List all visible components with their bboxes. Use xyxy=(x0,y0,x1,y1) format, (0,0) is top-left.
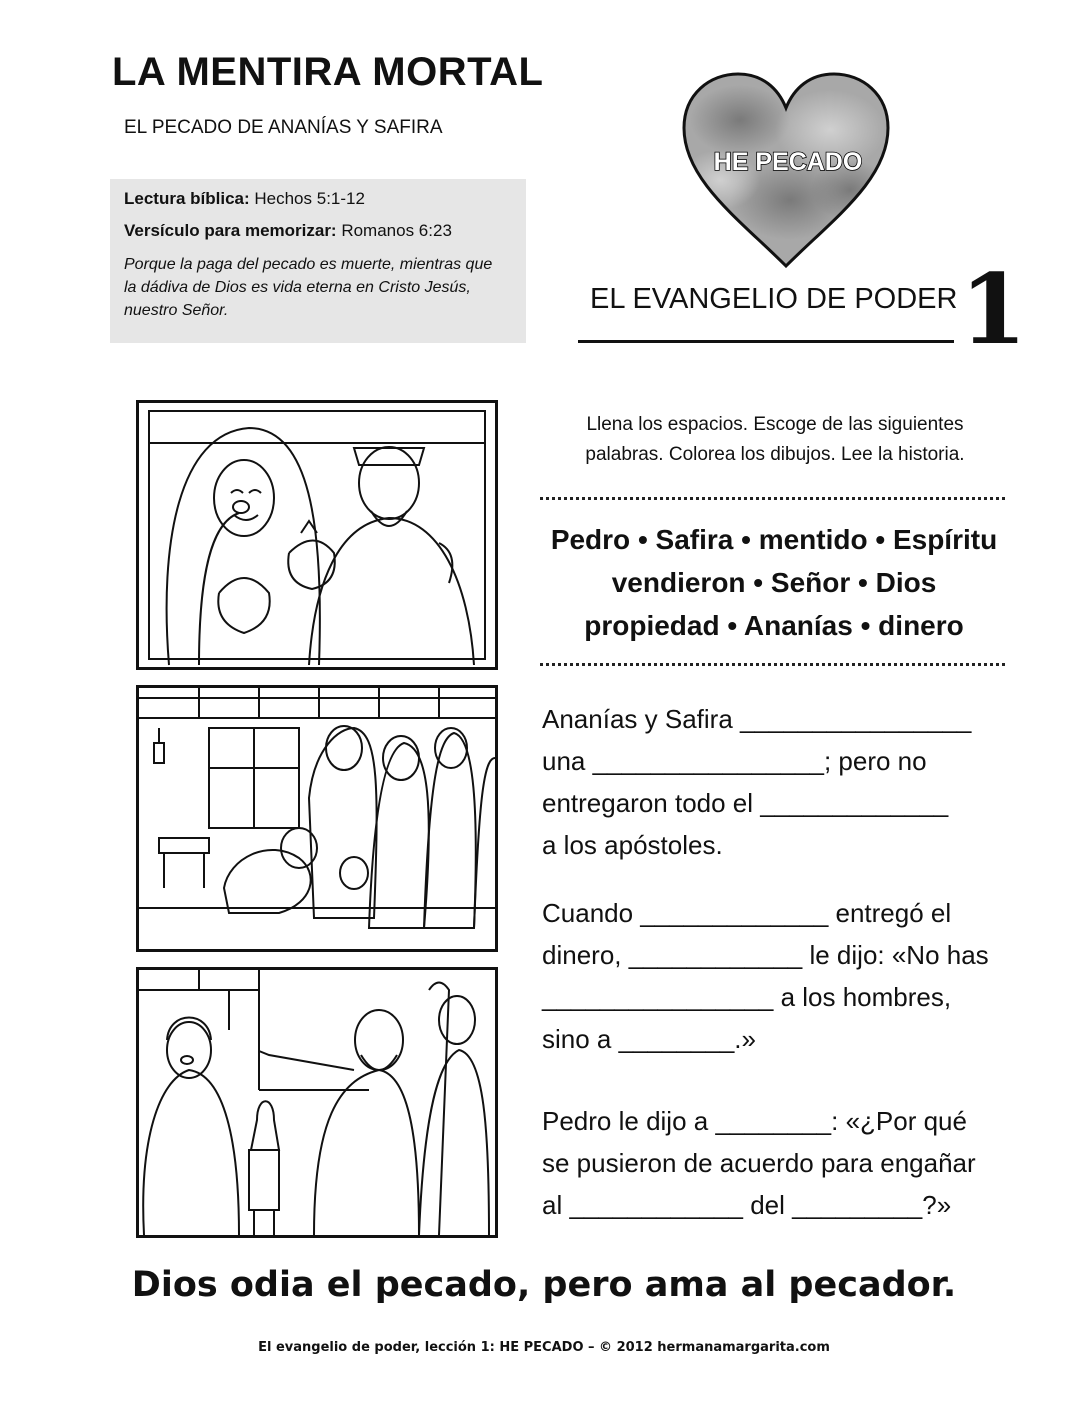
paragraph-line: dinero, ____________ le dijo: «No has xyxy=(542,940,989,970)
series-title: EL EVANGELIO DE PODER xyxy=(590,283,958,315)
paragraph-line: al ____________ del _________?» xyxy=(542,1190,952,1220)
footer-copyright: El evangelio de poder, lección 1: HE PECADO – © 2012 hermanamargarita.com xyxy=(258,1340,830,1355)
verse-line: nuestro Señor. xyxy=(124,302,229,319)
word-bank-line: Pedro • Safira • mentido • Espíritu xyxy=(550,524,998,555)
fill-in-paragraph-3 xyxy=(542,1100,1012,1226)
paragraph-line: una ________________; pero no xyxy=(542,746,927,776)
motto: Dios odia el pecado, pero ama al pecador. xyxy=(131,1265,957,1305)
verse-line: la dádiva de Dios es vida eterna en Cristo Jesús, xyxy=(124,279,471,296)
paragraph-line: Pedro le dijo a ________: «¿Por qué xyxy=(542,1106,967,1136)
paragraph-line: entregaron todo el _____________ xyxy=(542,788,949,818)
reference-box xyxy=(110,179,526,343)
illustration-panel-1 xyxy=(136,400,498,670)
word-bank-line: propiedad • Ananías • dinero xyxy=(584,610,964,641)
paragraph-line: Cuando _____________ entregó el xyxy=(542,898,952,928)
instructions-line: palabras. Colorea los dibujos. Lee la historia. xyxy=(585,444,965,465)
paragraph-line: se pusieron de acuerdo para engañar xyxy=(542,1148,976,1178)
paragraph-line: a los apóstoles. xyxy=(542,830,723,860)
memory-verse-line xyxy=(124,221,512,241)
confrontation-scene-illustration xyxy=(139,970,495,1235)
page-title: LA MENTIRA MORTAL xyxy=(112,50,544,94)
heart-icon xyxy=(680,70,892,270)
offering-scene-illustration xyxy=(139,688,495,949)
badge-text: HE PECADO xyxy=(713,148,863,176)
verse-line: Porque la paga del pecado es muerte, mientras que xyxy=(124,256,493,273)
instructions-line: Llena los espacios. Escoge de las siguientes xyxy=(586,414,964,435)
word-bank xyxy=(540,518,1008,647)
fill-in-paragraph-1 xyxy=(542,698,1012,866)
couple-with-money-illustration xyxy=(139,403,495,667)
reading-value: Hechos 5:1-12 xyxy=(254,189,365,208)
illustration-panel-2 xyxy=(136,685,498,952)
paragraph-line: Ananías y Safira ________________ xyxy=(542,704,972,734)
memory-verse-value: Romanos 6:23 xyxy=(341,221,452,240)
word-bank-line: vendieron • Señor • Dios xyxy=(611,567,937,598)
dotted-divider-top xyxy=(540,497,1005,500)
memory-verse-label: Versículo para memorizar: xyxy=(124,221,337,240)
page-subtitle: EL PECADO DE ANANÍAS Y SAFIRA xyxy=(124,117,443,138)
paragraph-line: sino a ________.» xyxy=(542,1024,756,1054)
series-underline xyxy=(578,340,954,343)
paragraph-line: ________________ a los hombres, xyxy=(542,982,952,1012)
lesson-number: 1 xyxy=(960,253,1027,366)
fill-in-paragraph-2 xyxy=(542,892,1012,1060)
illustration-panel-3 xyxy=(136,967,498,1238)
reading-label: Lectura bíblica: xyxy=(124,189,250,208)
reading-line xyxy=(124,189,512,209)
verse-text xyxy=(124,253,512,322)
dotted-divider-bottom xyxy=(540,663,1005,666)
instructions xyxy=(540,410,1010,470)
